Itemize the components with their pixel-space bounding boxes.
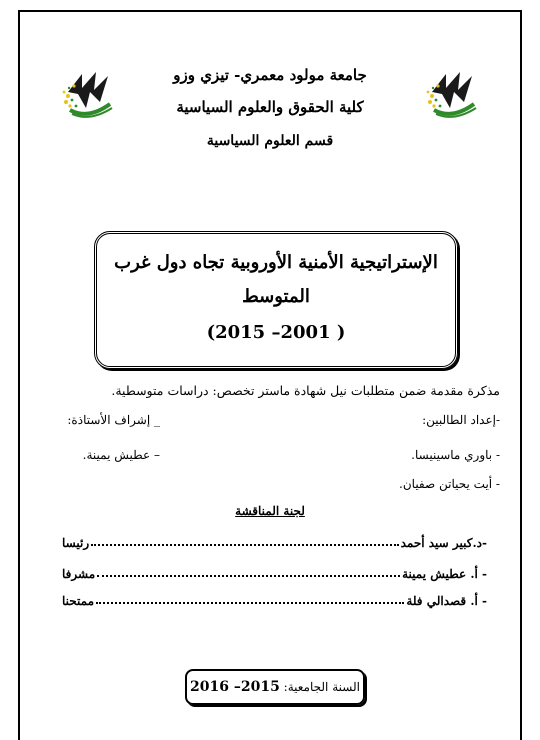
university-logo-icon <box>424 62 484 122</box>
thesis-intro: مذكرة مقدمة ضمن متطلبات نيل شهادة ماستر تخصص: دراسات متوسطية. <box>111 383 500 398</box>
dotted-leader <box>97 575 400 577</box>
committee-member-name: - أ. قصدالي فلة <box>406 594 487 608</box>
committee-member-name: - أ. عطيش يمينة <box>402 567 487 581</box>
preparation-label: -إعداد الطالبين: <box>422 413 500 427</box>
student-name: - أيت يحياتن صفيان. <box>399 477 500 491</box>
university-logo-icon <box>60 62 120 122</box>
student-name: - باوري ماسينيسا. <box>411 448 500 462</box>
academic-year-label: السنة الجامعية: <box>283 680 360 694</box>
thesis-title-line1: الإستراتيجية الأمنية الأوروبية تجاه دول غرب <box>114 252 438 273</box>
faculty-name: كلية الحقوق والعلوم السياسية <box>176 98 364 116</box>
dotted-leader <box>96 602 404 604</box>
academic-year-box <box>185 669 365 705</box>
academic-year-value: 2015– 2016 <box>190 679 280 695</box>
committee-member-row <box>62 534 487 550</box>
supervisor-name: – عطيش يمينة. <box>82 448 160 462</box>
committee-member-name: -د.كبير سيد أحمد <box>400 536 487 550</box>
committee-member-role: ممتحنا <box>62 594 95 608</box>
committee-member-role: رئيسا <box>62 536 90 550</box>
committee-title: لجنة المناقشة <box>235 504 305 518</box>
supervision-label: _ إشراف الأستاذة: <box>67 413 160 427</box>
committee-member-role: مشرفا <box>62 567 96 581</box>
thesis-title-box <box>94 231 458 369</box>
dotted-leader <box>91 544 398 546</box>
thesis-title-years: ( 2001– 2015) <box>206 322 346 343</box>
university-name: جامعة مولود معمري- تيزي وزو <box>173 66 367 84</box>
committee-member-row <box>62 565 487 581</box>
thesis-title-line2: المتوسط <box>242 286 310 307</box>
department-name: قسم العلوم السياسية <box>206 133 334 149</box>
committee-member-row <box>62 592 487 608</box>
